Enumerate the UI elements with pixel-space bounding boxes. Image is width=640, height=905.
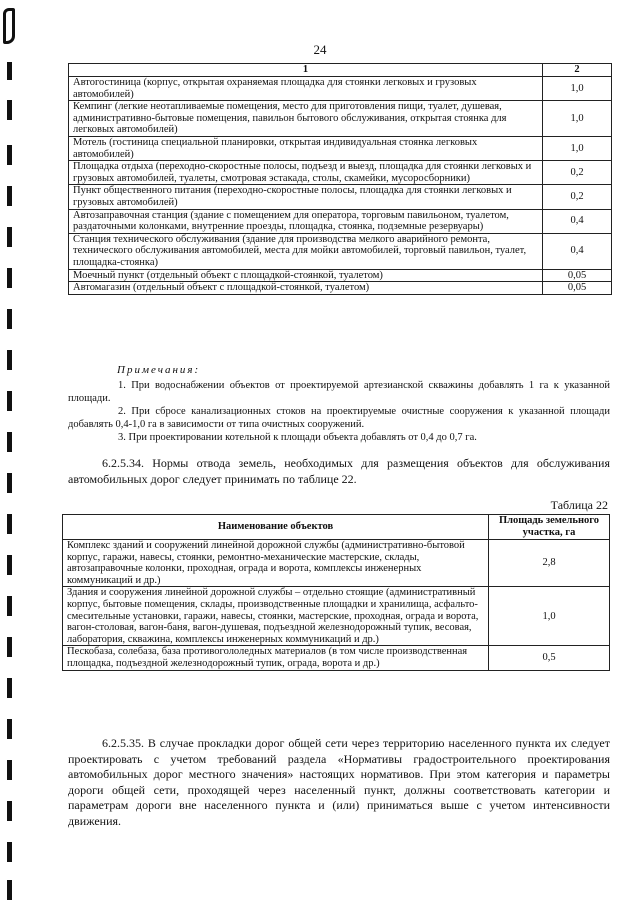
binding-mark (7, 760, 12, 780)
area-value-cell: 0,2 (543, 185, 612, 209)
column-header-area: Площадь земельного участка, га (489, 515, 610, 540)
note-item: 3. При проектировании котельной к площади объекта добавлять от 0,4 до 0,7 га. (118, 432, 477, 443)
note-item: 2. При сбросе канализационных стоков на проектируемые очистные сооружения к указанной площади добавлять 0,4-1,0 га в зависимости от типа очистных сооружений. (68, 406, 610, 430)
binding-mark (7, 309, 12, 329)
paragraph-6-2-5-34: 6.2.5.34. Нормы отвода земель, необходимых для размещения объектов для обслуживания автомобильных дорог следует принимать по таблице 22. (68, 456, 610, 486)
binding-mark (7, 145, 12, 165)
object-name-cell: Автозаправочная станция (здание с помещением для оператора, торговым павильоном, туалетом, раздаточными колонками, внутренние проезды, площадка, стоянка, подземные резервуары) (69, 209, 543, 233)
table-header-row (69, 64, 612, 77)
area-value-cell: 0,4 (543, 209, 612, 233)
object-name-cell: Кемпинг (легкие неотапливаемые помещения, место для приготовления пищи, туалет, душевая, административно-бытовые помещения, павильон бытового обслуживания, открытая стоянка для легковых автомобилей) (69, 101, 543, 137)
binding-mark (7, 842, 12, 862)
table-row (69, 136, 612, 160)
area-value-cell: 0,05 (543, 282, 612, 295)
paragraph-6-2-5-35: 6.2.5.35. В случае прокладки дорог общей сети через территорию населенного пункта их следует проектировать с учетом требований раздела «Нормативы градостроительного проектирования автомобильных дорог местного значения» настоящих нормативов. При этом категория и параметры дороги общей сети, проходящей через населенный пункт, должны соответствовать категории и параметрам дороги вне населенного пункта и (или) приниматься выше с учетом интенсивности движения. (68, 736, 610, 828)
binding-mark (7, 391, 12, 411)
binding-mark (7, 678, 12, 698)
area-value-cell: 0,2 (543, 161, 612, 185)
binding-strip (0, 0, 22, 905)
binding-mark (7, 432, 12, 452)
land-allotment-table (68, 63, 612, 295)
binding-mark (7, 473, 12, 493)
area-value-cell: 0,05 (543, 269, 612, 282)
table-row (69, 233, 612, 269)
table-row (63, 646, 610, 670)
note-item: 1. При водоснабжении объектов от проектируемой артезианской скважины добавлять 1 га к указанной площади. (68, 380, 610, 404)
object-name-cell: Комплекс зданий и сооружений линейной дорожной службы (административно-бытовой корпус, гаражи, навесы, стоянки, ремонтно-механические мастерские, склады, автозаправочные колонки, проходная, ограда и ворота, комплексы инженерных коммуникаций и др.) (63, 540, 489, 587)
paper-clip-icon (3, 8, 15, 44)
binding-mark (7, 100, 12, 120)
area-value-cell: 1,0 (543, 77, 612, 101)
object-name-cell: Моечный пункт (отдельный объект с площадкой-стоянкой, туалетом) (69, 269, 543, 282)
table-row (69, 282, 612, 295)
object-name-cell: Станция технического обслуживания (здание для производства мелкого аварийного ремонта, технического обслуживания автомобилей, места для мойки автомобилей, торговый павильон, туалет, площадка-стоянка) (69, 233, 543, 269)
table-22 (62, 514, 610, 671)
table-row (63, 540, 610, 587)
binding-mark (7, 62, 12, 80)
object-name-cell: Здания и сооружения линейной дорожной службы – отдельно стоящие (административный корпус, бытовые помещения, склады, производственные площадки и хранилища, асфальто-смесительные установки, гаражи, навесы, стоянки, мастерские, проходная, ограда и ворота, вагон-столовая, вагон-баня, вагон-душевая, подъездной железнодорожный тупик, весовая, лаборатория, скважина, комплексы инженерных коммуникаций и др.) (63, 587, 489, 646)
column-header: 1 (69, 64, 543, 77)
binding-mark (7, 268, 12, 288)
table-row (69, 161, 612, 185)
area-value-cell: 1,0 (543, 101, 612, 137)
area-value-cell: 0,5 (489, 646, 610, 670)
area-value-cell: 1,0 (543, 136, 612, 160)
table-22-label: Таблица 22 (550, 498, 608, 512)
object-name-cell: Площадка отдыха (переходно-скоростные полосы, подъезд и выезд, площадка для стоянки легковых и грузовых автомобилей, туалеты, смотровая эстакада, столы, скамейки, мусоросборники) (69, 161, 543, 185)
area-value-cell: 1,0 (489, 587, 610, 646)
table-row (69, 269, 612, 282)
binding-mark (7, 719, 12, 739)
table-header-row (63, 515, 610, 540)
table-row (63, 587, 610, 646)
table-row (69, 185, 612, 209)
binding-mark (7, 801, 12, 821)
binding-mark (7, 186, 12, 206)
binding-mark (7, 227, 12, 247)
table-row (69, 209, 612, 233)
object-name-cell: Пескобаза, солебаза, база противогололедных материалов (в том числе производственная площадка, подъездной железнодорожный тупик, ограда, ворота и др.) (63, 646, 489, 670)
table-row (69, 77, 612, 101)
object-name-cell: Автогостиница (корпус, открытая охраняемая площадка для стоянки легковых и грузовых автомобилей) (69, 77, 543, 101)
area-value-cell: 0,4 (543, 233, 612, 269)
binding-mark (7, 880, 12, 900)
area-value-cell: 2,8 (489, 540, 610, 587)
column-header-object-name: Наименование объектов (63, 515, 489, 540)
notes-title: Примечания: (117, 364, 201, 376)
binding-mark (7, 637, 12, 657)
page-number: 24 (313, 42, 327, 57)
object-name-cell: Мотель (гостиница специальной планировки, открытая индивидуальная стоянка легковых автомобилей) (69, 136, 543, 160)
binding-mark (7, 514, 12, 534)
table-row (69, 101, 612, 137)
object-name-cell: Пункт общественного питания (переходно-скоростные полосы, площадка для стоянки легковых и грузовых автомобилей) (69, 185, 543, 209)
object-name-cell: Автомагазин (отдельный объект с площадкой-стоянкой, туалетом) (69, 282, 543, 295)
column-header: 2 (543, 64, 612, 77)
binding-mark (7, 555, 12, 575)
binding-mark (7, 350, 12, 370)
binding-mark (7, 596, 12, 616)
